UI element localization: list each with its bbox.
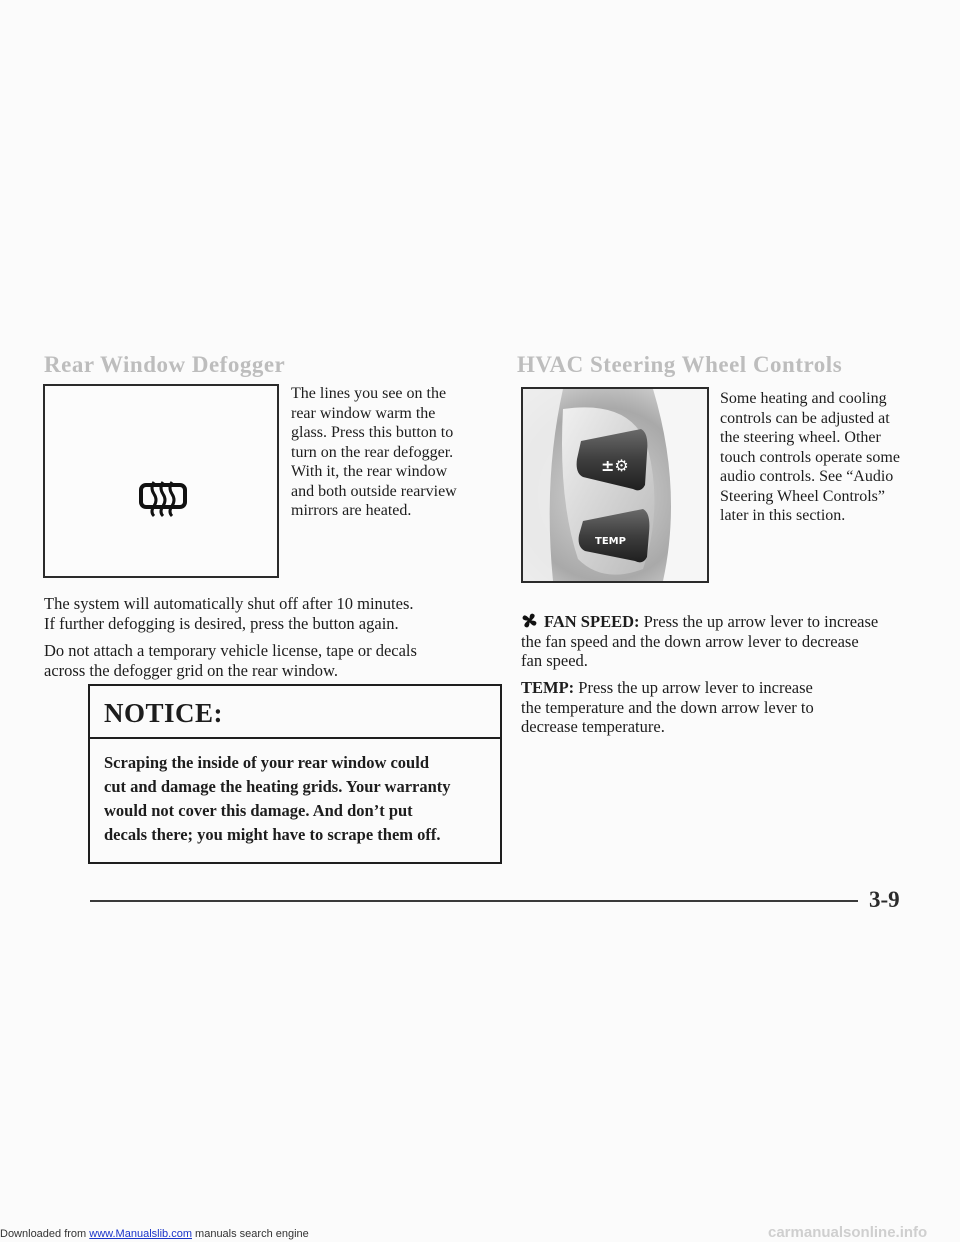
section-title-hvac-steering-wheel-controls: HVAC Steering Wheel Controls bbox=[517, 352, 843, 377]
notice-body bbox=[90, 739, 500, 847]
text-line: the fan speed and the down arrow lever to decrease bbox=[521, 631, 859, 651]
download-credit-prefix: Downloaded from bbox=[0, 1228, 90, 1240]
fan-speed-paragraph bbox=[521, 612, 878, 671]
text-line: decrease temperature. bbox=[521, 717, 665, 736]
manualslib-link[interactable]: www.Manualslib.com bbox=[89, 1228, 192, 1240]
fan-speed-label: FAN SPEED: bbox=[544, 612, 640, 631]
text-line: Some heating and cooling bbox=[720, 390, 887, 407]
text-line: If further defogging is desired, press the button again. bbox=[44, 613, 399, 633]
defogger-button-illustration bbox=[43, 384, 279, 578]
text-line: later in this section. bbox=[720, 507, 846, 524]
text-line: Scraping the inside of your rear window could bbox=[104, 753, 429, 772]
text-line: The system will automatically shut off after 10 minutes. bbox=[44, 594, 414, 613]
section-title-rear-window-defogger: Rear Window Defogger bbox=[44, 352, 286, 377]
watermark: carmanualsonline.info bbox=[768, 1224, 928, 1241]
download-credit-suffix: manuals search engine bbox=[191, 1228, 309, 1240]
text-line: Steering Wheel Controls” bbox=[720, 487, 885, 505]
rear-defogger-icon bbox=[45, 386, 277, 576]
photo-fan-lever-label: ±⚙ bbox=[601, 456, 629, 475]
temp-text: Press the up arrow lever to increase bbox=[574, 678, 813, 697]
text-line: across the defogger grid on the rear window. bbox=[44, 660, 338, 680]
hvac-intro bbox=[720, 389, 900, 526]
text-line: rear window warm the bbox=[291, 404, 436, 422]
text-line: cut and damage the heating grids. Your warranty bbox=[104, 777, 451, 796]
text-line: mirrors are heated. bbox=[291, 502, 412, 519]
defogger-intro bbox=[291, 384, 457, 521]
text-line: decals there; you might have to scrape them off. bbox=[104, 825, 441, 844]
steering-wheel-photo bbox=[521, 387, 709, 583]
fan-speed-text: Press the up arrow lever to increase bbox=[639, 612, 879, 631]
defogger-shutoff-paragraph bbox=[44, 594, 414, 633]
text-line: audio controls. See “Audio bbox=[720, 468, 894, 485]
notice-box bbox=[88, 684, 502, 864]
text-line: The lines you see on the bbox=[291, 385, 447, 402]
text-line: glass. Press this button to bbox=[291, 424, 454, 441]
defogger-license-paragraph bbox=[44, 641, 417, 680]
text-line: the steering wheel. Other bbox=[720, 429, 881, 446]
text-line: fan speed. bbox=[521, 651, 588, 670]
text-line: turn on the rear defogger. bbox=[291, 443, 454, 461]
text-line: With it, the rear window bbox=[291, 463, 448, 480]
text-line: touch controls operate some bbox=[720, 448, 900, 466]
text-line: and both outside rearview bbox=[291, 482, 457, 500]
footer-rule bbox=[90, 900, 858, 902]
text-line bbox=[521, 612, 878, 632]
fan-icon bbox=[521, 612, 538, 629]
photo-temp-lever-label: TEMP bbox=[595, 536, 626, 547]
page-number: 3-9 bbox=[869, 887, 900, 912]
temp-label: TEMP: bbox=[521, 678, 575, 697]
download-credit bbox=[0, 1228, 309, 1240]
text-line: Do not attach a temporary vehicle license, tape or decals bbox=[44, 641, 417, 660]
temp-paragraph bbox=[521, 678, 814, 737]
notice-title: NOTICE: bbox=[90, 686, 500, 739]
text-line: would not cover this damage. And don’t put bbox=[104, 801, 413, 820]
text-line bbox=[521, 678, 814, 698]
text-line: the temperature and the down arrow lever to bbox=[521, 697, 814, 717]
text-line: controls can be adjusted at bbox=[720, 409, 890, 427]
